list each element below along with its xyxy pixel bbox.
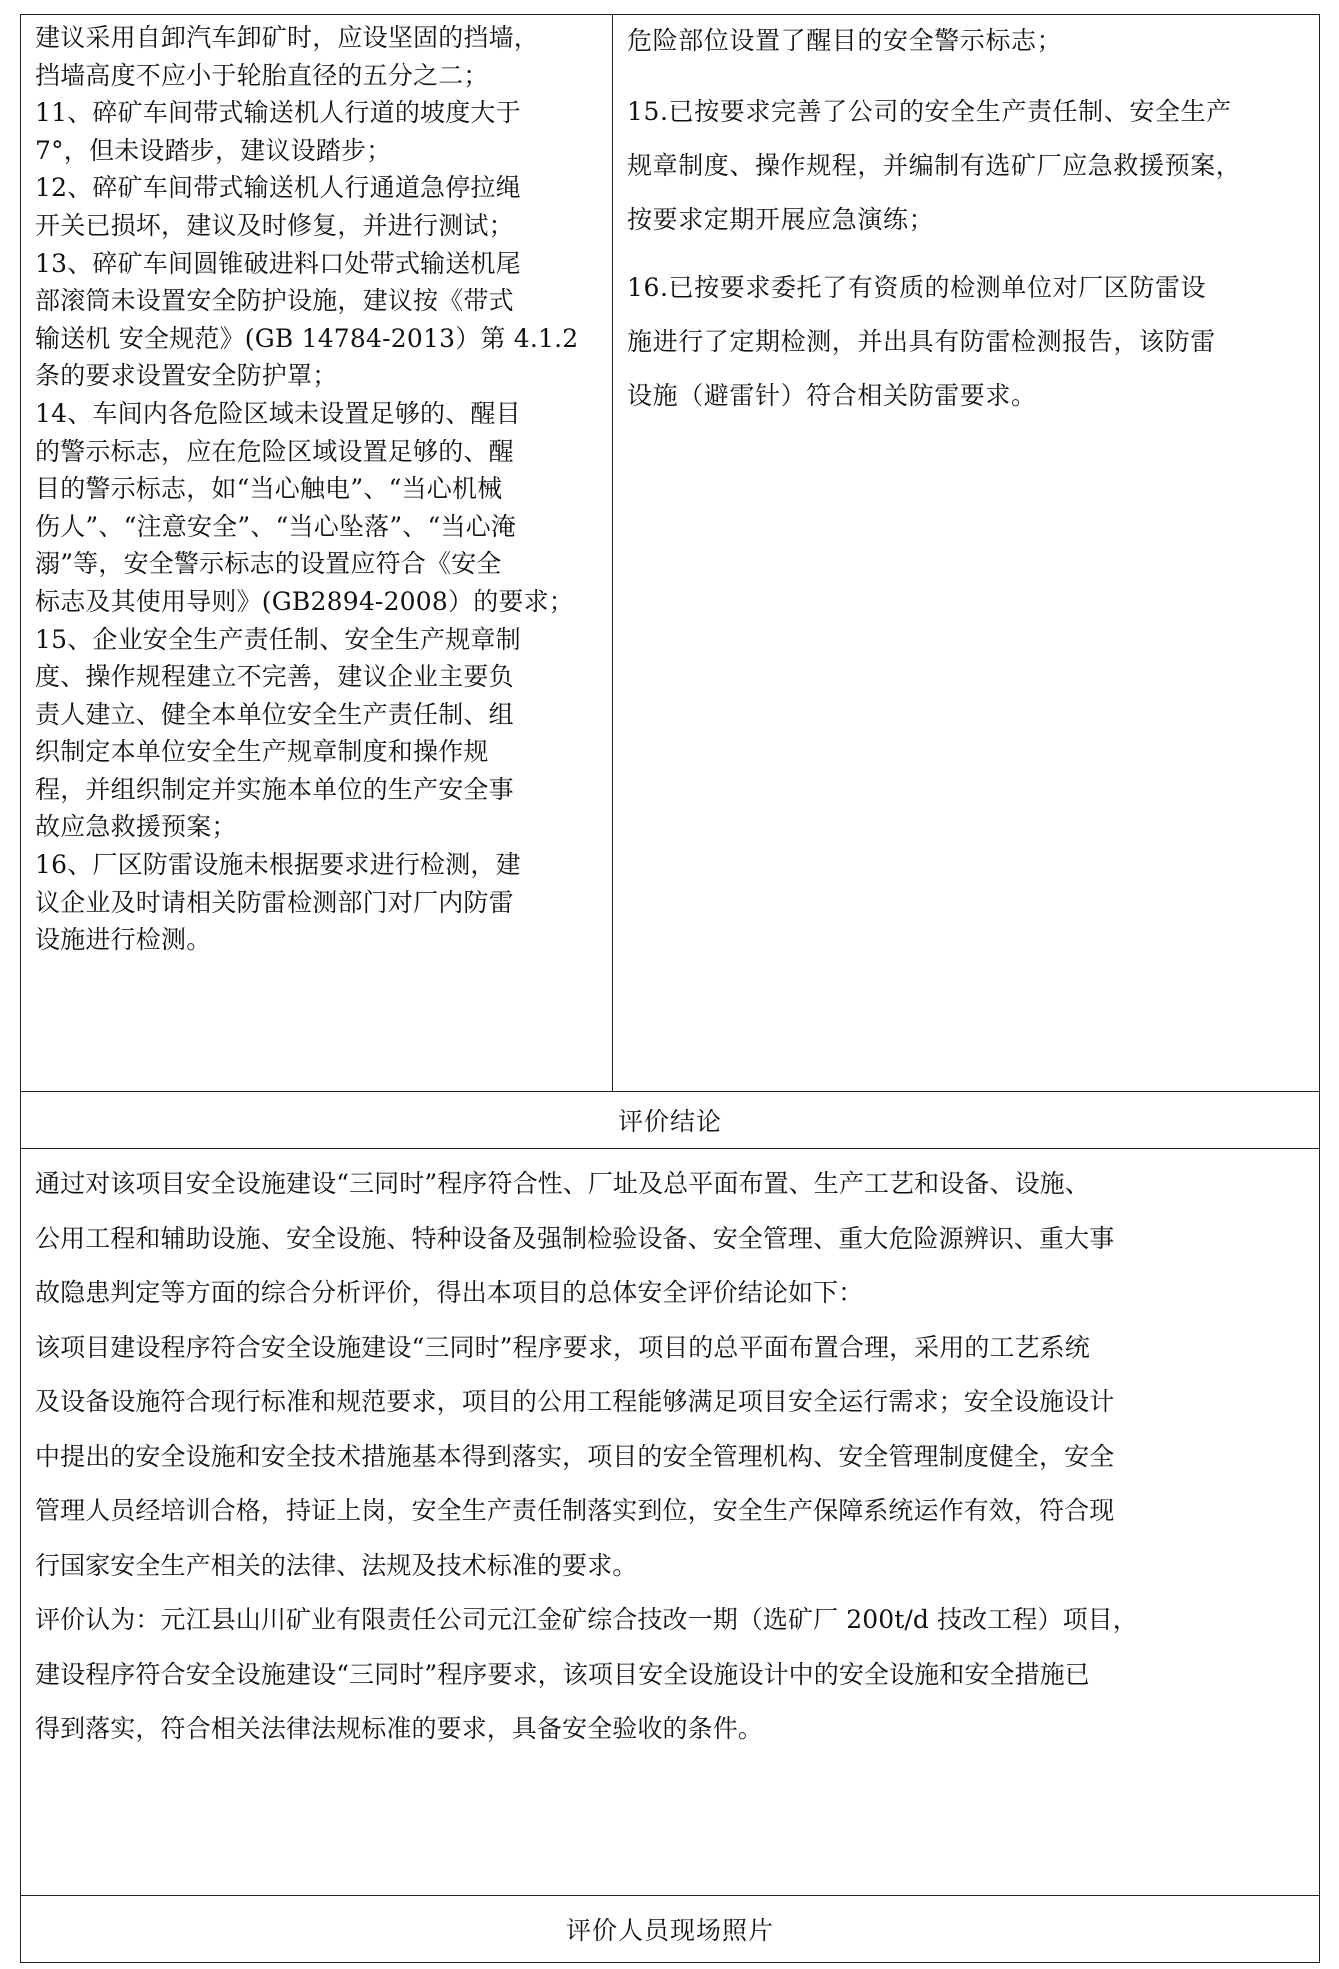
rectification-line: 施进行了定期检测，并出具有防雷检测报告，该防雷 xyxy=(627,327,1216,356)
issues-cell xyxy=(21,15,613,1092)
conclusion-line: 得到落实，符合相关法律法规标准的要求，具备安全验收的条件。 xyxy=(35,1714,763,1743)
conclusion-heading: 评价结论 xyxy=(21,1092,1320,1149)
issue-line: 13、碎矿车间圆锥破进料口处带式输送机尾 xyxy=(35,248,521,278)
issue-line: 标志及其使用导则》(GB2894-2008）的要求； xyxy=(35,586,574,616)
conclusion-heading-row xyxy=(21,1092,1320,1149)
photo-heading-row xyxy=(21,1896,1320,1963)
rectification-cell xyxy=(613,15,1320,1092)
conclusion-line: 故隐患判定等方面的综合分析评价，得出本项目的总体安全评价结论如下： xyxy=(35,1278,864,1307)
issue-line: 设施进行检测。 xyxy=(35,925,212,955)
conclusion-line: 该项目建设程序符合安全设施建设“三同时”程序要求，项目的总平面布置合理，采用的工艺系统 xyxy=(35,1332,1090,1362)
rectification-line: 16.已按要求委托了有资质的检测单位对厂区防雷设 xyxy=(627,273,1207,302)
conclusion-row xyxy=(21,1149,1320,1896)
issue-line: 的警示标志，应在危险区域设置足够的、醒 xyxy=(35,436,514,466)
rectification-line: 按要求定期开展应急演练； xyxy=(627,205,935,234)
issue-line: 程，并组织制定并实施本单位的生产安全事 xyxy=(35,774,514,804)
rectification-line: 15.已按要求完善了公司的安全生产责任制、安全生产 xyxy=(627,97,1232,126)
rectification-line: 设施（避雷针）符合相关防雷要求。 xyxy=(627,381,1037,410)
issue-line: 14、车间内各危险区域未设置足够的、醒目 xyxy=(35,398,521,428)
conclusion-line: 行国家安全生产相关的法律、法规及技术标准的要求。 xyxy=(35,1550,638,1580)
issue-line: 议企业及时请相关防雷检测部门对厂内防雷 xyxy=(35,887,514,917)
issue-line: 建议采用自卸汽车卸矿时，应设坚固的挡墙， xyxy=(35,23,540,52)
issue-line: 伤人”、“注意安全”、“当心坠落”、“当心淹 xyxy=(35,511,517,541)
issue-line: 溺”等，安全警示标志的设置应符合《安全 xyxy=(35,549,502,579)
document-page xyxy=(20,14,1319,1963)
issue-line: 挡墙高度不应小于轮胎直径的五分之二； xyxy=(35,60,489,90)
conclusion-body xyxy=(21,1149,1320,1896)
issue-line: 12、碎矿车间带式输送机人行通道急停拉绳 xyxy=(35,173,521,203)
findings-row xyxy=(21,15,1320,1092)
issue-line: 7°，但未设踏步，建议设踏步； xyxy=(35,135,392,165)
conclusion-line: 建设程序符合安全设施建设“三同时”程序要求，该项目安全设施设计中的安全设施和安全措施已 xyxy=(35,1659,1090,1689)
issue-line: 条的要求设置安全防护罩； xyxy=(35,361,338,391)
issue-line: 责人建立、健全本单位安全生产责任制、组 xyxy=(35,699,514,729)
evaluation-table xyxy=(20,14,1320,1963)
issue-line: 输送机 安全规范》(GB 14784-2013）第 4.1.2 xyxy=(35,323,579,353)
conclusion-line: 评价认为：元江县山川矿业有限责任公司元江金矿综合技改一期（选矿厂 200t/d 技改工程）项目， xyxy=(35,1605,1138,1634)
issue-line: 故应急救援预案； xyxy=(35,812,237,842)
issue-line: 开关已损坏，建议及时修复，并进行测试； xyxy=(35,210,514,240)
issue-line: 16、厂区防雷设施未根据要求进行检测，建 xyxy=(35,850,521,880)
conclusion-line: 及设备设施符合现行标准和规范要求，项目的公用工程能够满足项目安全运行需求；安全设施设计 xyxy=(35,1387,1115,1416)
rectification-line: 危险部位设置了醒目的安全警示标志； xyxy=(627,26,1063,55)
photo-heading: 评价人员现场照片 xyxy=(21,1896,1320,1963)
issue-line: 15、企业安全生产责任制、安全生产规章制 xyxy=(35,624,521,654)
conclusion-line: 管理人员经培训合格，持证上岗，安全生产责任制落实到位，安全生产保障系统运作有效，符合现 xyxy=(35,1496,1115,1525)
conclusion-line: 通过对该项目安全设施建设“三同时”程序符合性、厂址及总平面布置、生产工艺和设备、设施、 xyxy=(35,1169,1090,1198)
rectification-line: 规章制度、操作规程，并编制有选矿厂应急救援预案， xyxy=(627,151,1242,180)
conclusion-line: 中提出的安全设施和安全技术措施基本得到落实，项目的安全管理机构、安全管理制度健全，安全 xyxy=(35,1441,1115,1471)
issue-line: 11、碎矿车间带式输送机人行道的坡度大于 xyxy=(35,98,521,128)
issue-line: 部滚筒未设置安全防护设施，建议按《带式 xyxy=(35,286,514,316)
conclusion-line: 公用工程和辅助设施、安全设施、特种设备及强制检验设备、安全管理、重大危险源辨识、重大事 xyxy=(35,1223,1115,1253)
issue-line: 目的警示标志，如“当心触电”、“当心机械 xyxy=(35,474,503,504)
issue-line: 织制定本单位安全生产规章制度和操作规 xyxy=(35,737,489,767)
issue-line: 度、操作规程建立不完善，建议企业主要负 xyxy=(35,662,514,692)
